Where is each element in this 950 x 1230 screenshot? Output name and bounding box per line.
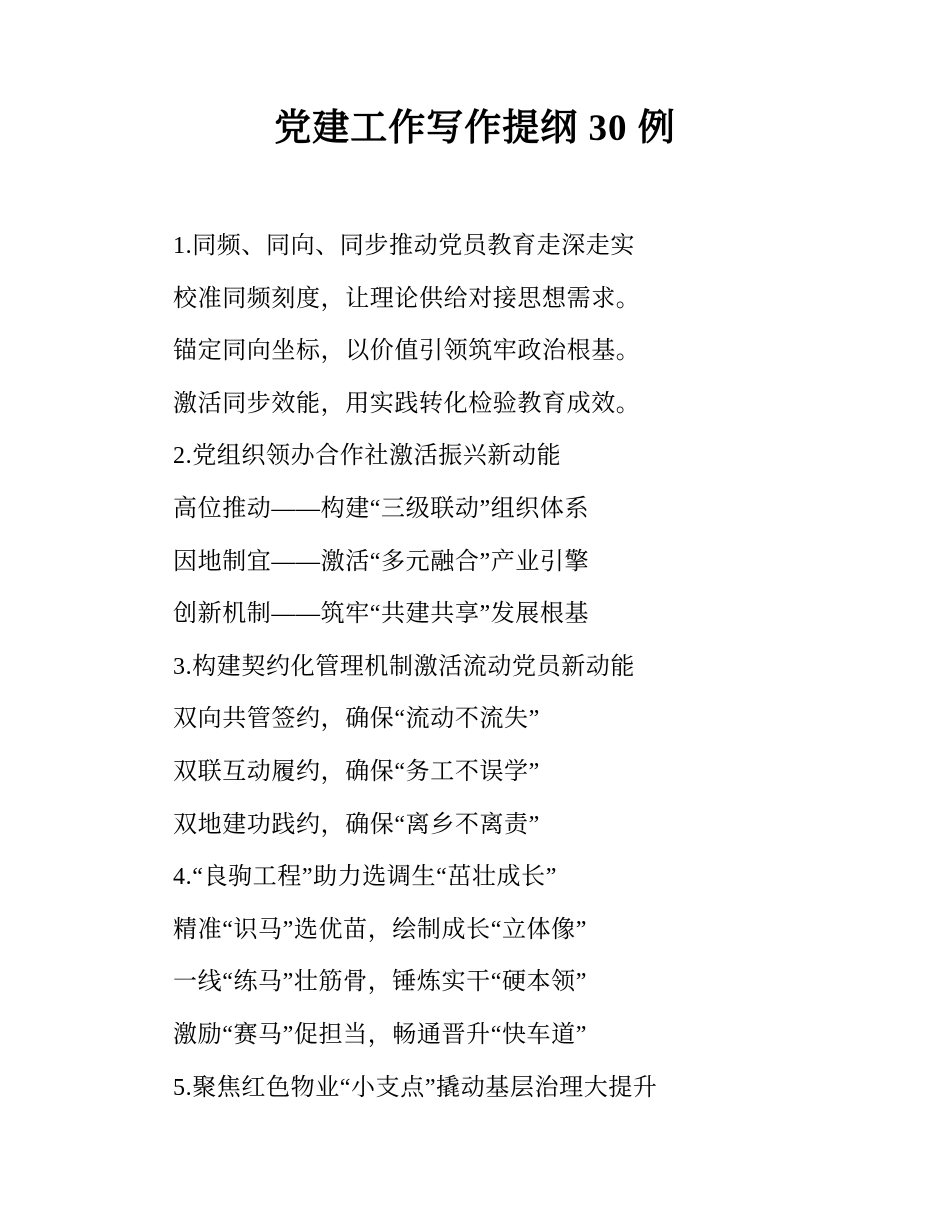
outline-line: 创新机制——筑牢“共建共享”发展根基 (173, 601, 590, 628)
outline-line: 2.党组织领办合作社激活振兴新动能 (173, 443, 562, 470)
document-title: 党建工作写作提纲 30 例 (274, 108, 676, 149)
outline-line: 高位推动——构建“三级联动”组织体系 (173, 495, 590, 522)
outline-line: 精准“识马”选优苗，绘制成长“立体像” (173, 916, 588, 943)
outline-line: 4.“良驹工程”助力选调生“茁壮成长” (173, 864, 558, 891)
outline-line: 锚定同向坐标，以价值引领筑牢政治根基。 (173, 338, 641, 365)
outline-line: 校准同频刻度，让理论供给对接思想需求。 (173, 285, 641, 312)
outline-line: 双向共管签约，确保“流动不流失” (173, 706, 540, 733)
outline-line: 因地制宜——激活“多元融合”产业引擎 (173, 548, 590, 575)
outline-line: 激活同步效能，用实践转化检验教育成效。 (173, 390, 641, 417)
outline-line: 3.构建契约化管理机制激活流动党员新动能 (173, 653, 635, 680)
document-body (173, 220, 890, 1114)
outline-line: 1.同频、同向、同步推动党员教育走深走实 (173, 233, 635, 259)
outline-line: 5.聚焦红色物业“小支点”撬动基层治理大提升 (173, 1074, 658, 1101)
outline-line: 双联互动履约，确保“务工不误学” (173, 758, 540, 785)
outline-line: 一线“练马”壮筋骨，锤炼实干“硬本领” (173, 969, 588, 996)
outline-line: 激励“赛马”促担当，畅通晋升“快车道” (173, 1021, 588, 1048)
outline-line: 双地建功践约，确保“离乡不离责” (173, 811, 540, 838)
